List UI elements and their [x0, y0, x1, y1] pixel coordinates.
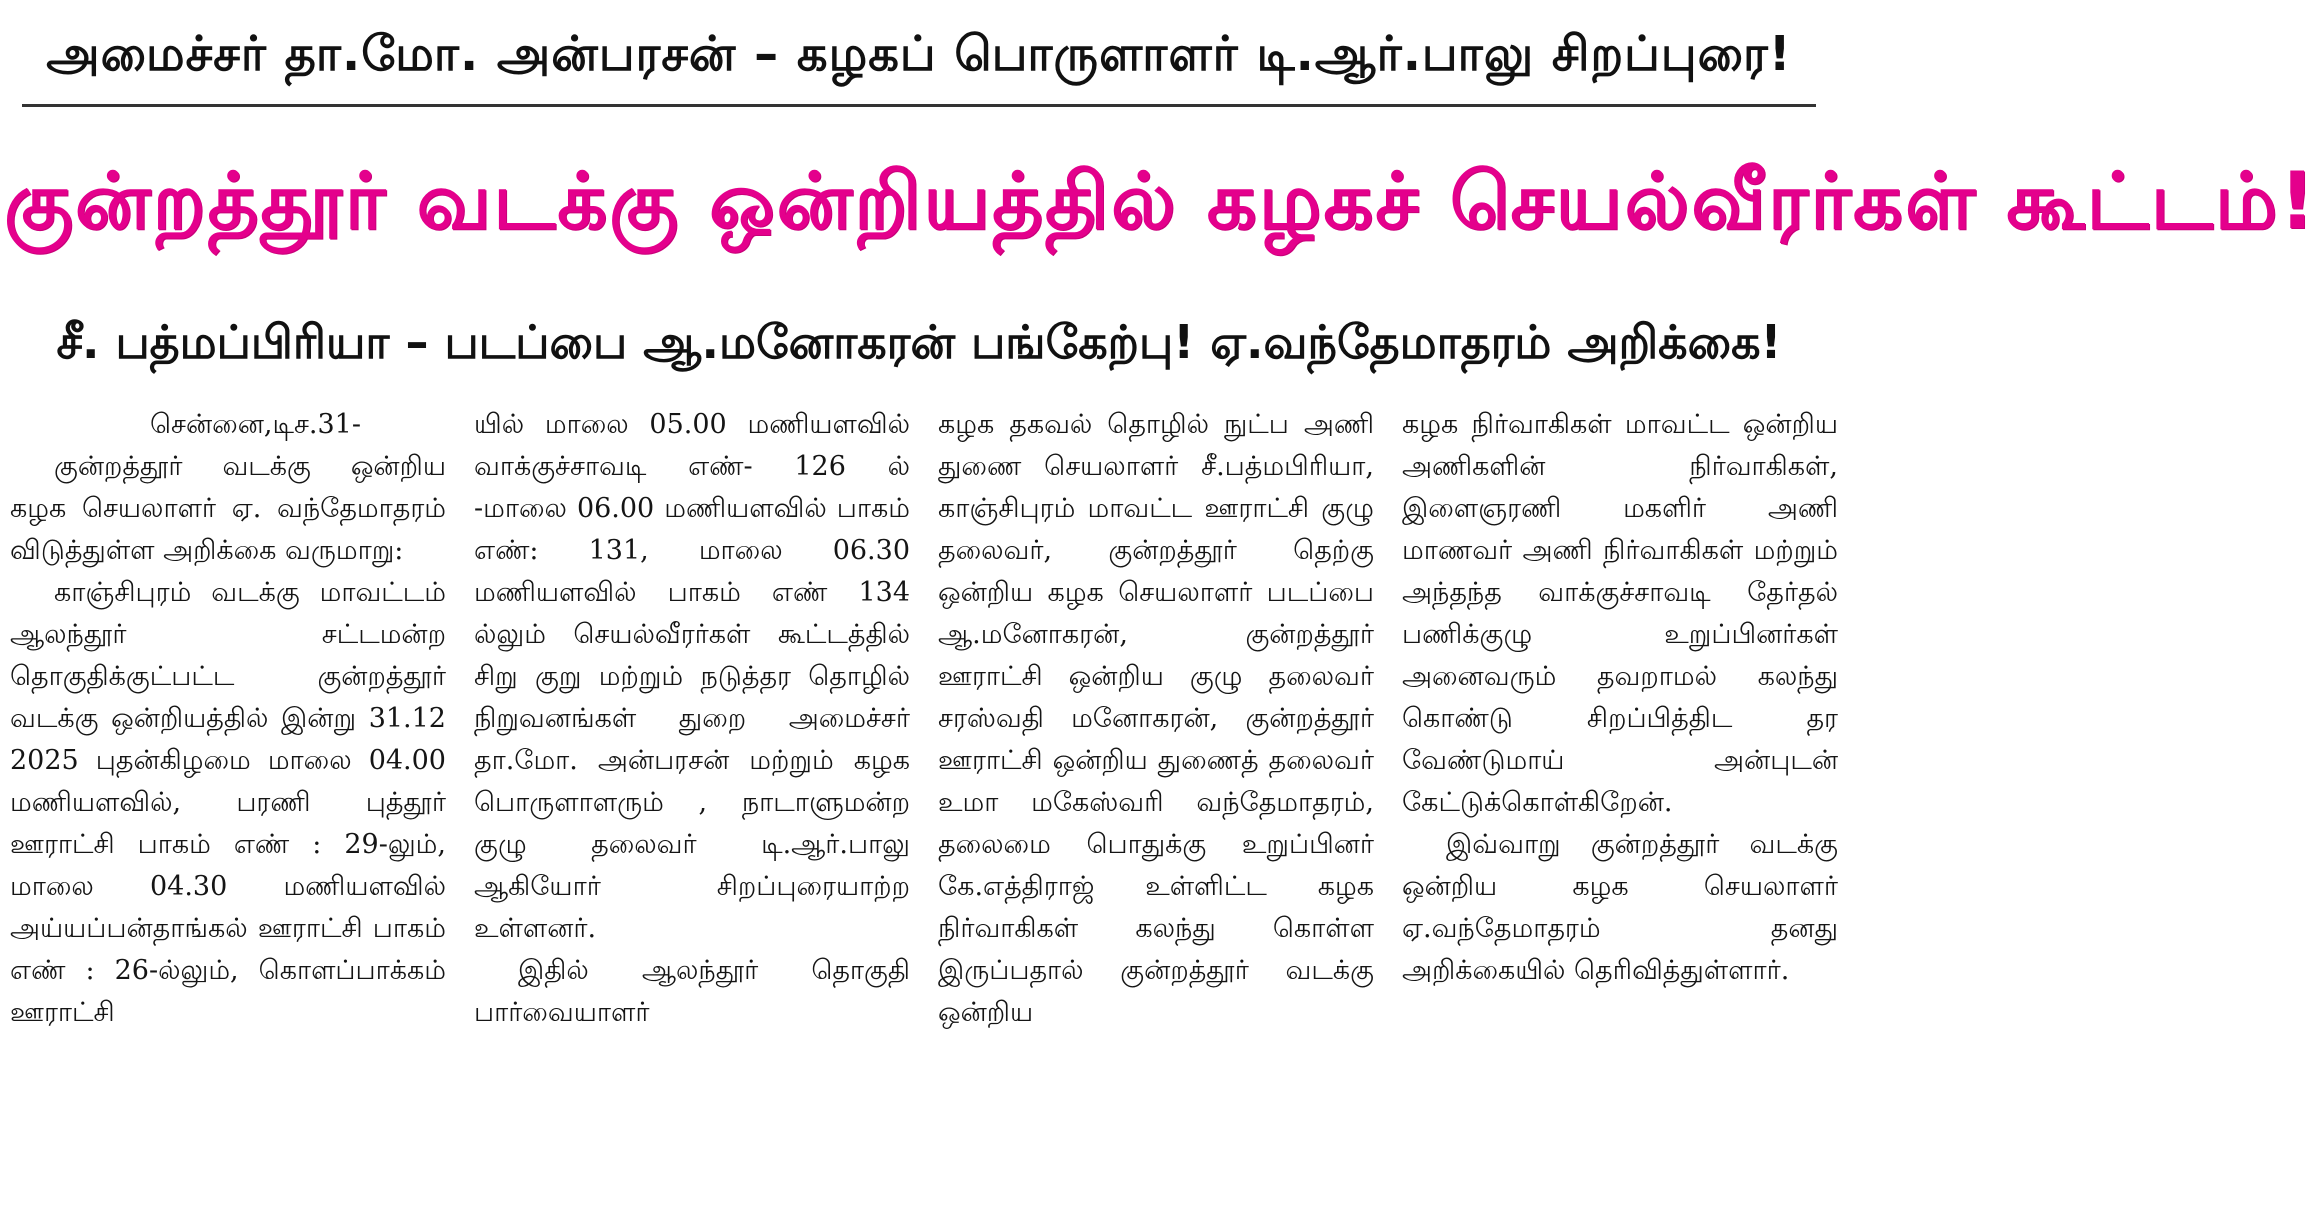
headline: குன்றத்தூர் வடக்கு ஒன்றியத்தில் கழகச் செயல்வீரர்கள் கூட்டம்!: [4, 157, 2317, 247]
column-4: [1402, 404, 1838, 1204]
column-1: [10, 404, 446, 1204]
paragraph: கழக தகவல் தொழில் நுட்ப அணி துணை செயலாளர் சீ.பத்மபிரியா, காஞ்சிபுரம் மாவட்ட ஊராட்சி குழு தலைவர், குன்றத்தூர் தெற்கு ஒன்றிய கழக செயலாளர் படப்பை ஆ.மனோகரன், குன்றத்தூர் ஊராட்சி ஒன்றிய குழு தலைவர் சரஸ்வதி மனோகரன், குன்றத்தூர் ஊராட்சி ஒன்றிய துணைத் தலைவர் உமா மகேஸ்வரி வந்தேமாதரம், தலைமை பொதுக்கு உறுப்பினர் கே.எத்திராஜ் உள்ளிட்ட கழக நிர்வாகிகள் கலந்து கொள்ள இருப்பதால் குன்றத்தூர் வடக்கு ஒன்றிய: [938, 409, 1374, 1028]
column-3: [938, 404, 1374, 1204]
kicker-line: அமைச்சர் தா.மோ. அன்பரசன் – கழகப் பொருளாளர் டி.ஆர்.பாலு சிறப்புரை!: [46, 26, 1792, 82]
subheadline: சீ. பத்மப்பிரியா – படப்பை ஆ.மனோகரன் பங்கேற்பு! ஏ.வந்தேமாதரம் அறிக்கை!: [56, 315, 1782, 369]
column-2: [474, 404, 910, 1204]
paragraph: குன்றத்தூர் வடக்கு ஒன்றிய கழக செயலாளர் ஏ. வந்தேமாதரம் விடுத்துள்ள அறிக்கை வருமாறு:: [10, 451, 446, 566]
paragraph: கழக நிர்வாகிகள் மாவட்ட ஒன்றிய அணிகளின் நிர்வாகிகள், இளைஞரணி மகளிர் அணி மாணவர் அணி நிர்வாகிகள் மற்றும் அந்தந்த வாக்குச்சாவடி தேர்தல் பணிக்குழு உறுப்பினர்கள் அனைவரும் தவறாமல் கலந்து கொண்டு சிறப்பித்திட தர வேண்டுமாய் அன்புடன் கேட்டுக்கொள்கிறேன்.: [1402, 409, 1838, 818]
paragraph: இவ்வாறு குன்றத்தூர் வடக்கு ஒன்றிய கழக செயலாளர் ஏ.வந்தேமாதரம் தனது அறிக்கையில் தெரிவித்துள்ளார்.: [1402, 829, 1838, 986]
paragraph: காஞ்சிபுரம் வடக்கு மாவட்டம் ஆலந்தூர் சட்டமன்ற தொகுதிக்குட்பட்ட குன்றத்தூர் வடக்கு ஒன்றியத்தில் இன்று 31.12 2025 புதன்கிழமை மாலை 04.00 மணியளவில், பரணி புத்தூர் ஊராட்சி பாகம் எண் : 29-லும், மாலை 04.30 மணியளவில் அய்யப்பன்தாங்கல் ஊராட்சி பாகம் எண் : 26-ல்லும், கொளப்பாக்கம் ஊராட்சி: [10, 577, 446, 1028]
divider-rule: [22, 104, 1816, 107]
paragraph: யில் மாலை 05.00 மணியளவில் வாக்குச்சாவடி எண்- 126 ல் -மாலை 06.00 மணியளவில் பாகம் எண்: 131, மாலை 06.30 மணியளவில் பாகம் எண் 134 ல்லும் செயல்வீரர்கள் கூட்டத்தில் சிறு குறு மற்றும் நடுத்தர தொழில் நிறுவனங்கள் துறை அமைச்சர் தா.மோ. அன்பரசன் மற்றும் கழக பொருளாளரும் , நாடாளுமன்ற குழு தலைவர் டி.ஆர்.பாலு ஆகியோர் சிறப்புரையாற்ற உள்ளனர்.: [474, 409, 910, 944]
article-body: [0, 400, 1838, 1210]
dateline: சென்னை,டிச.31-: [150, 409, 361, 440]
paragraph: இதில் ஆலந்தூர் தொகுதி பார்வையாளர்: [474, 955, 910, 1028]
